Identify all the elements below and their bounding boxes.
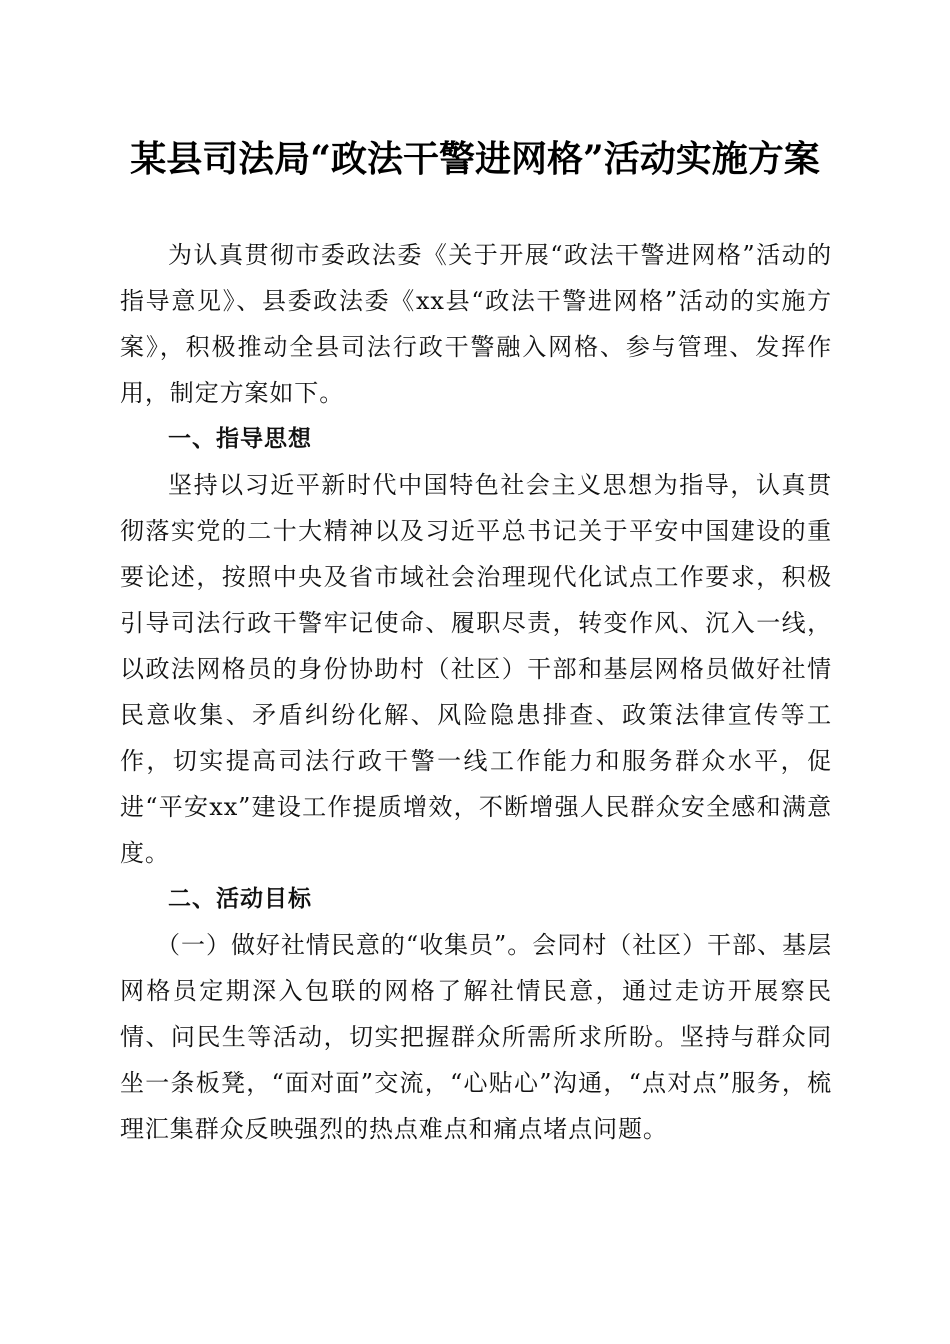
document-body (120, 232, 832, 1152)
section-paragraph-guiding-ideology: 坚持以习近平新时代中国特色社会主义思想为指导，认真贯彻落实党的二十大精神以及习近平总书记关于平安中国建设的重要论述，按照中央及省市域社会治理现代化试点工作要求，积极引导司法行政干警牢记使命、履职尽责，转变作风、沉入一线，以政法网格员的身份协助村（社区）干部和基层网格员做好社情民意收集、矛盾纠纷化解、风险隐患排查、政策法律宣传等工作，切实提高司法行政干警一线工作能力和服务群众水平，促进“平安xx”建设工作提质增效，不断增强人民群众安全感和满意度。 (120, 471, 832, 867)
document-title: 某县司法局“政法干警进网格”活动实施方案 (130, 138, 820, 180)
section-paragraph-activity-goals: （一）做好社情民意的“收集员”。会同村（社区）干部、基层网格员定期深入包联的网格了解社情民意，通过走访开展察民情、问民生等活动，切实把握群众所需所求所盼。坚持与群众同坐一条板凳，“面对面”交流，“心贴心”沟通，“点对点”服务，梳理汇集群众反映强烈的热点难点和痛点堵点问题。 (120, 931, 832, 1143)
section-heading-guiding-ideology: 一、指导思想 (168, 426, 312, 452)
intro-paragraph: 为认真贯彻市委政法委《关于开展“政法干警进网格”活动的指导意见》、县委政法委《xx县“政法干警进网格”活动的实施方案》，积极推动全县司法行政干警融入网格、参与管理、发挥作用，制定方案如下。 (120, 241, 832, 407)
section-heading-activity-goals: 二、活动目标 (168, 886, 312, 912)
